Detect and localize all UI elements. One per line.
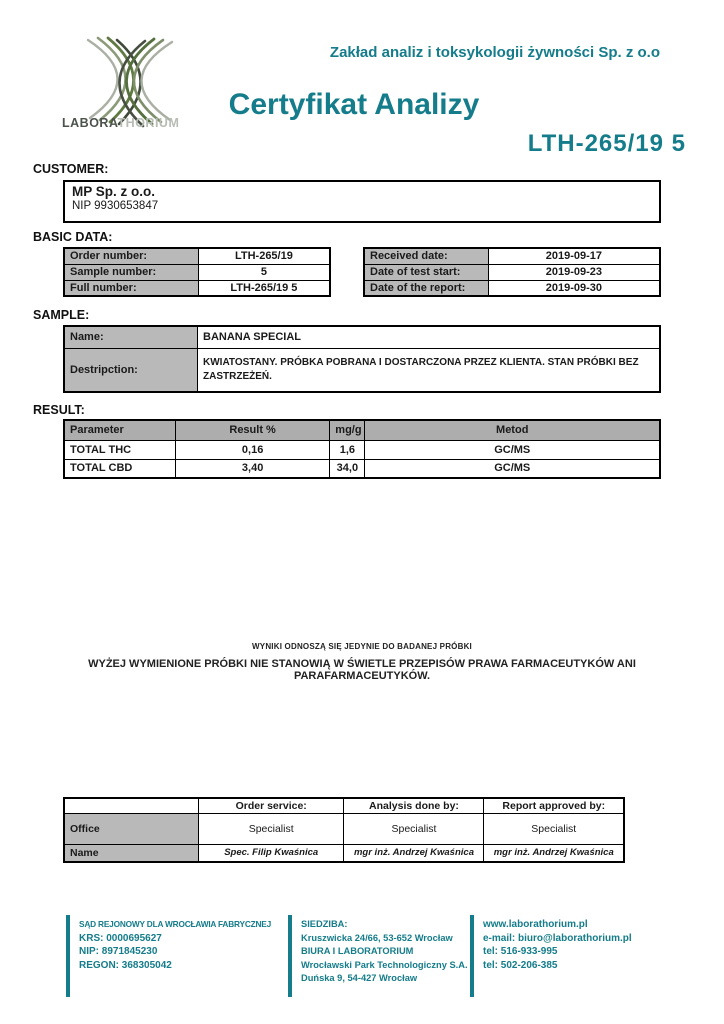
- company-name-line: Zakład analiz i toksykologii żywności Sp. z o.o: [329, 44, 660, 61]
- result-thc-percent: 0,16: [175, 440, 329, 459]
- result-cbd-parameter: TOTAL CBD: [64, 459, 175, 478]
- sample-name-label: Name:: [64, 326, 198, 348]
- footer-email: e-mail: biuro@laborathorium.pl: [483, 932, 632, 944]
- received-date-label: Received date:: [364, 248, 488, 264]
- table-row: [64, 845, 624, 862]
- footer-website: www.laborathorium.pl: [483, 919, 588, 930]
- test-start-date-value: 2019-09-23: [488, 264, 660, 280]
- customer-nip: NIP 9930653847: [72, 200, 159, 212]
- basic-data-left-table: [63, 247, 331, 297]
- signatures-office-label: Office: [64, 814, 198, 845]
- signatures-header-approved: Report approved by:: [484, 798, 624, 814]
- signatures-name-label: Name: [64, 845, 198, 862]
- result-thc-method: GC/MS: [365, 440, 660, 459]
- footer-siedziba-label: SIEDZIBA:: [301, 919, 348, 929]
- sample-number-value: 5: [198, 264, 330, 280]
- report-date-label: Date of the report:: [364, 280, 488, 296]
- table-row: [364, 264, 660, 280]
- sample-description-label: Destripction:: [64, 348, 198, 392]
- signatures-header-analysis: Analysis done by:: [344, 798, 484, 814]
- table-row: [64, 326, 660, 348]
- footer-contact-column: [470, 915, 670, 997]
- signatures-header-row: [64, 798, 624, 814]
- received-date-value: 2019-09-17: [488, 248, 660, 264]
- signatures-header-blank: [64, 798, 198, 814]
- result-header-result: Result %: [175, 420, 329, 440]
- order-number-value: LTH-265/19: [198, 248, 330, 264]
- result-cbd-mgg: 34,0: [330, 459, 365, 478]
- logo-wordmark-labora: LABORA: [62, 116, 118, 130]
- result-header-metod: Metod: [365, 420, 660, 440]
- result-cbd-percent: 3,40: [175, 459, 329, 478]
- signatures-table: [63, 797, 625, 863]
- result-thc-mgg: 1,6: [330, 440, 365, 459]
- sample-number-label: Sample number:: [64, 264, 198, 280]
- table-row: [364, 280, 660, 296]
- sample-name-value: BANANA SPECIAL: [198, 326, 661, 348]
- basic-data-section-label: BASIC DATA:: [33, 230, 113, 244]
- footer-registry-column: [66, 915, 288, 997]
- footer-court-line: SĄD REJONOWY DLA WROCŁAWIA FABRYCZNEJ: [79, 919, 272, 929]
- disclaimer-line-1: WYNIKI ODNOSZĄ SIĘ JEDYNIE DO BADANEJ PRÓBKI: [252, 642, 472, 651]
- test-start-date-label: Date of test start:: [364, 264, 488, 280]
- sample-section-label: SAMPLE:: [33, 308, 90, 322]
- basic-data-right-table: [363, 247, 661, 297]
- result-cbd-method: GC/MS: [365, 459, 660, 478]
- footer-regon: REGON: 368305042: [79, 959, 172, 971]
- footer-phone-2: tel: 502-206-385: [483, 959, 558, 971]
- footer: [66, 915, 670, 997]
- result-header-parameter: Parameter: [64, 420, 175, 440]
- footer-krs: KRS: 0000695627: [79, 932, 162, 944]
- result-table: [63, 419, 661, 479]
- footer-office-lab-label: BIURA I LABORATORIUM: [301, 946, 414, 956]
- signatures-name-order: Spec. Filip Kwaśnica: [198, 845, 344, 862]
- footer-dunska-line: Duńska 9, 54-427 Wrocław: [301, 973, 418, 983]
- result-thc-parameter: TOTAL THC: [64, 440, 175, 459]
- full-number-label: Full number:: [64, 280, 198, 296]
- sample-description-value: KWIATOSTANY. PRÓBKA POBRANA I DOSTARCZONA PRZEZ KLIENTA. STAN PRÓBKI BEZ ZASTRZEŻEŃ.: [198, 348, 661, 392]
- signatures-office-approved: Specialist: [484, 814, 624, 845]
- report-date-value: 2019-09-30: [488, 280, 660, 296]
- customer-name: MP Sp. z o.o.: [72, 184, 156, 199]
- footer-park-line: Wrocławski Park Technologiczny S.A.: [301, 959, 468, 970]
- order-number-label: Order number:: [64, 248, 198, 264]
- customer-section-label: CUSTOMER:: [33, 162, 109, 176]
- table-row: [64, 280, 330, 296]
- signatures-office-analysis: Specialist: [344, 814, 484, 845]
- disclaimer-line-2: WYŻEJ WYMIENIONE PRÓBKI NIE STANOWIĄ W ŚWIETLE PRZEPISÓW PRAWA FARMACEUTYKÓW ANI PARAFARMACEUTYKÓW.: [88, 658, 636, 682]
- full-number-value: LTH-265/19 5: [198, 280, 330, 296]
- certificate-number: LTH-265/19 5: [527, 130, 686, 157]
- customer-box: [63, 180, 661, 223]
- sample-table: [63, 325, 661, 393]
- footer-nip: NIP: 8971845230: [79, 946, 158, 957]
- table-row: [64, 348, 660, 392]
- table-row: [64, 440, 660, 459]
- footer-phone-1: tel: 516-933-995: [483, 946, 558, 957]
- result-header-row: [64, 420, 660, 440]
- result-header-mgg: mg/g: [330, 420, 365, 440]
- table-row: [64, 248, 330, 264]
- table-row: [364, 248, 660, 264]
- result-section-label: RESULT:: [33, 403, 85, 417]
- document-title: Certyfikat Analizy: [228, 88, 480, 121]
- signatures-header-order-service: Order service:: [198, 798, 344, 814]
- signatures-name-approved: mgr inż. Andrzej Kwaśnica: [484, 845, 624, 862]
- signatures-office-order: Specialist: [198, 814, 344, 845]
- logo-wordmark-thorium: THORIUM: [117, 116, 180, 130]
- table-row: [64, 459, 660, 478]
- footer-siedziba-address: Kruszwicka 24/66, 53-652 Wrocław: [301, 932, 453, 943]
- signatures-name-analysis: mgr inż. Andrzej Kwaśnica: [344, 845, 484, 862]
- footer-address-column: [288, 915, 470, 997]
- table-row: [64, 814, 624, 845]
- table-row: [64, 264, 330, 280]
